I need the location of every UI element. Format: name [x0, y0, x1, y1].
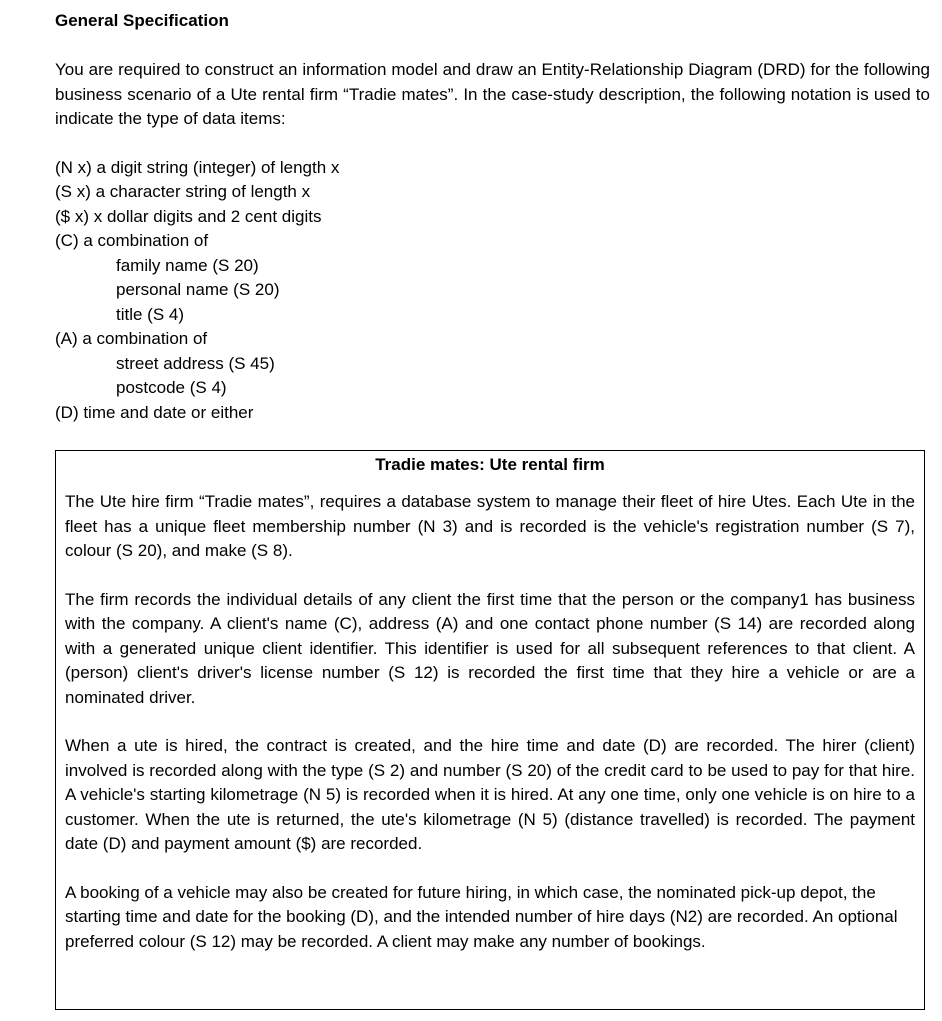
case-study-title: Tradie mates: Ute rental firm: [375, 455, 605, 474]
notation-c: [55, 229, 930, 327]
notation-s: (S x) a character string of length x: [55, 182, 311, 201]
notation-dollar: ($ x) x dollar digits and 2 cent digits: [55, 206, 322, 226]
notation-a-label: (A) a combination of: [55, 329, 208, 348]
notation-a-items: [55, 352, 930, 401]
page-title: General Specification: [55, 11, 229, 30]
notation-a-item: postcode (S 4): [116, 378, 227, 397]
notation-d: (D) time and date or either: [55, 402, 254, 422]
notation-a-item: street address (S 45): [116, 353, 275, 373]
case-paragraph-fleet: The Ute hire firm “Tradie mates”, requires a database system to manage their fleet of hire Utes. Each Ute in the fleet has a unique fleet membership number (N 3) and is recorded is the vehicle's registration number (S 7), colour (S 20), and make (S 8).: [65, 492, 915, 560]
case-study-box: [55, 450, 925, 1010]
notation-c-label: (C) a combination of: [55, 231, 209, 250]
intro-paragraph: You are required to construct an information model and draw an Entity-Relationship Diagram (DRD) for the following business scenario of a Ute rental firm “Tradie mates”. In the case-study description, the following notation is used to indicate the type of data items:: [55, 60, 930, 128]
case-paragraph-hire: When a ute is hired, the contract is created, and the hire time and date (D) are recorded. The hirer (client) involved is recorded along with the type (S 2) and number (S 20) of the credit card to be used to pay for that hire. A vehicle's starting kilometrage (N 5) is recorded when it is hired. At any one time, only one vehicle is on hire to a customer. When the ute is returned, the ute's kilometrage (N 5) (distance travelled) is recorded. The payment date (D) and payment amount ($) are recorded.: [65, 736, 915, 853]
notation-n: (N x) a digit string (integer) of length x: [55, 157, 340, 177]
document: [55, 10, 930, 425]
case-paragraph-booking: A booking of a vehicle may also be created for future hiring, in which case, the nominated pick-up depot, the starting time and date for the booking (D), and the intended number of hire days (N2) are recorded. An optional preferred colour (S 12) may be recorded. A client may make any number of bookings.: [65, 882, 898, 951]
notation-c-item: family name (S 20): [116, 255, 259, 275]
notation-list: [55, 156, 930, 426]
notation-c-item: personal name (S 20): [116, 280, 280, 299]
notation-a: [55, 327, 930, 401]
case-paragraph-client: The firm records the individual details of any client the first time that the person or the company1 has business with the company. A client's name (C), address (A) and one contact phone number (S 14) are recorded along with a generated unique client identifier. This identifier is used for all subsequent references to that client. A (person) client's driver's license number (S 12) is recorded the first time that they hire a vehicle or are a nominated driver.: [65, 589, 915, 707]
notation-c-item: title (S 4): [116, 304, 185, 324]
notation-c-items: [55, 254, 930, 328]
